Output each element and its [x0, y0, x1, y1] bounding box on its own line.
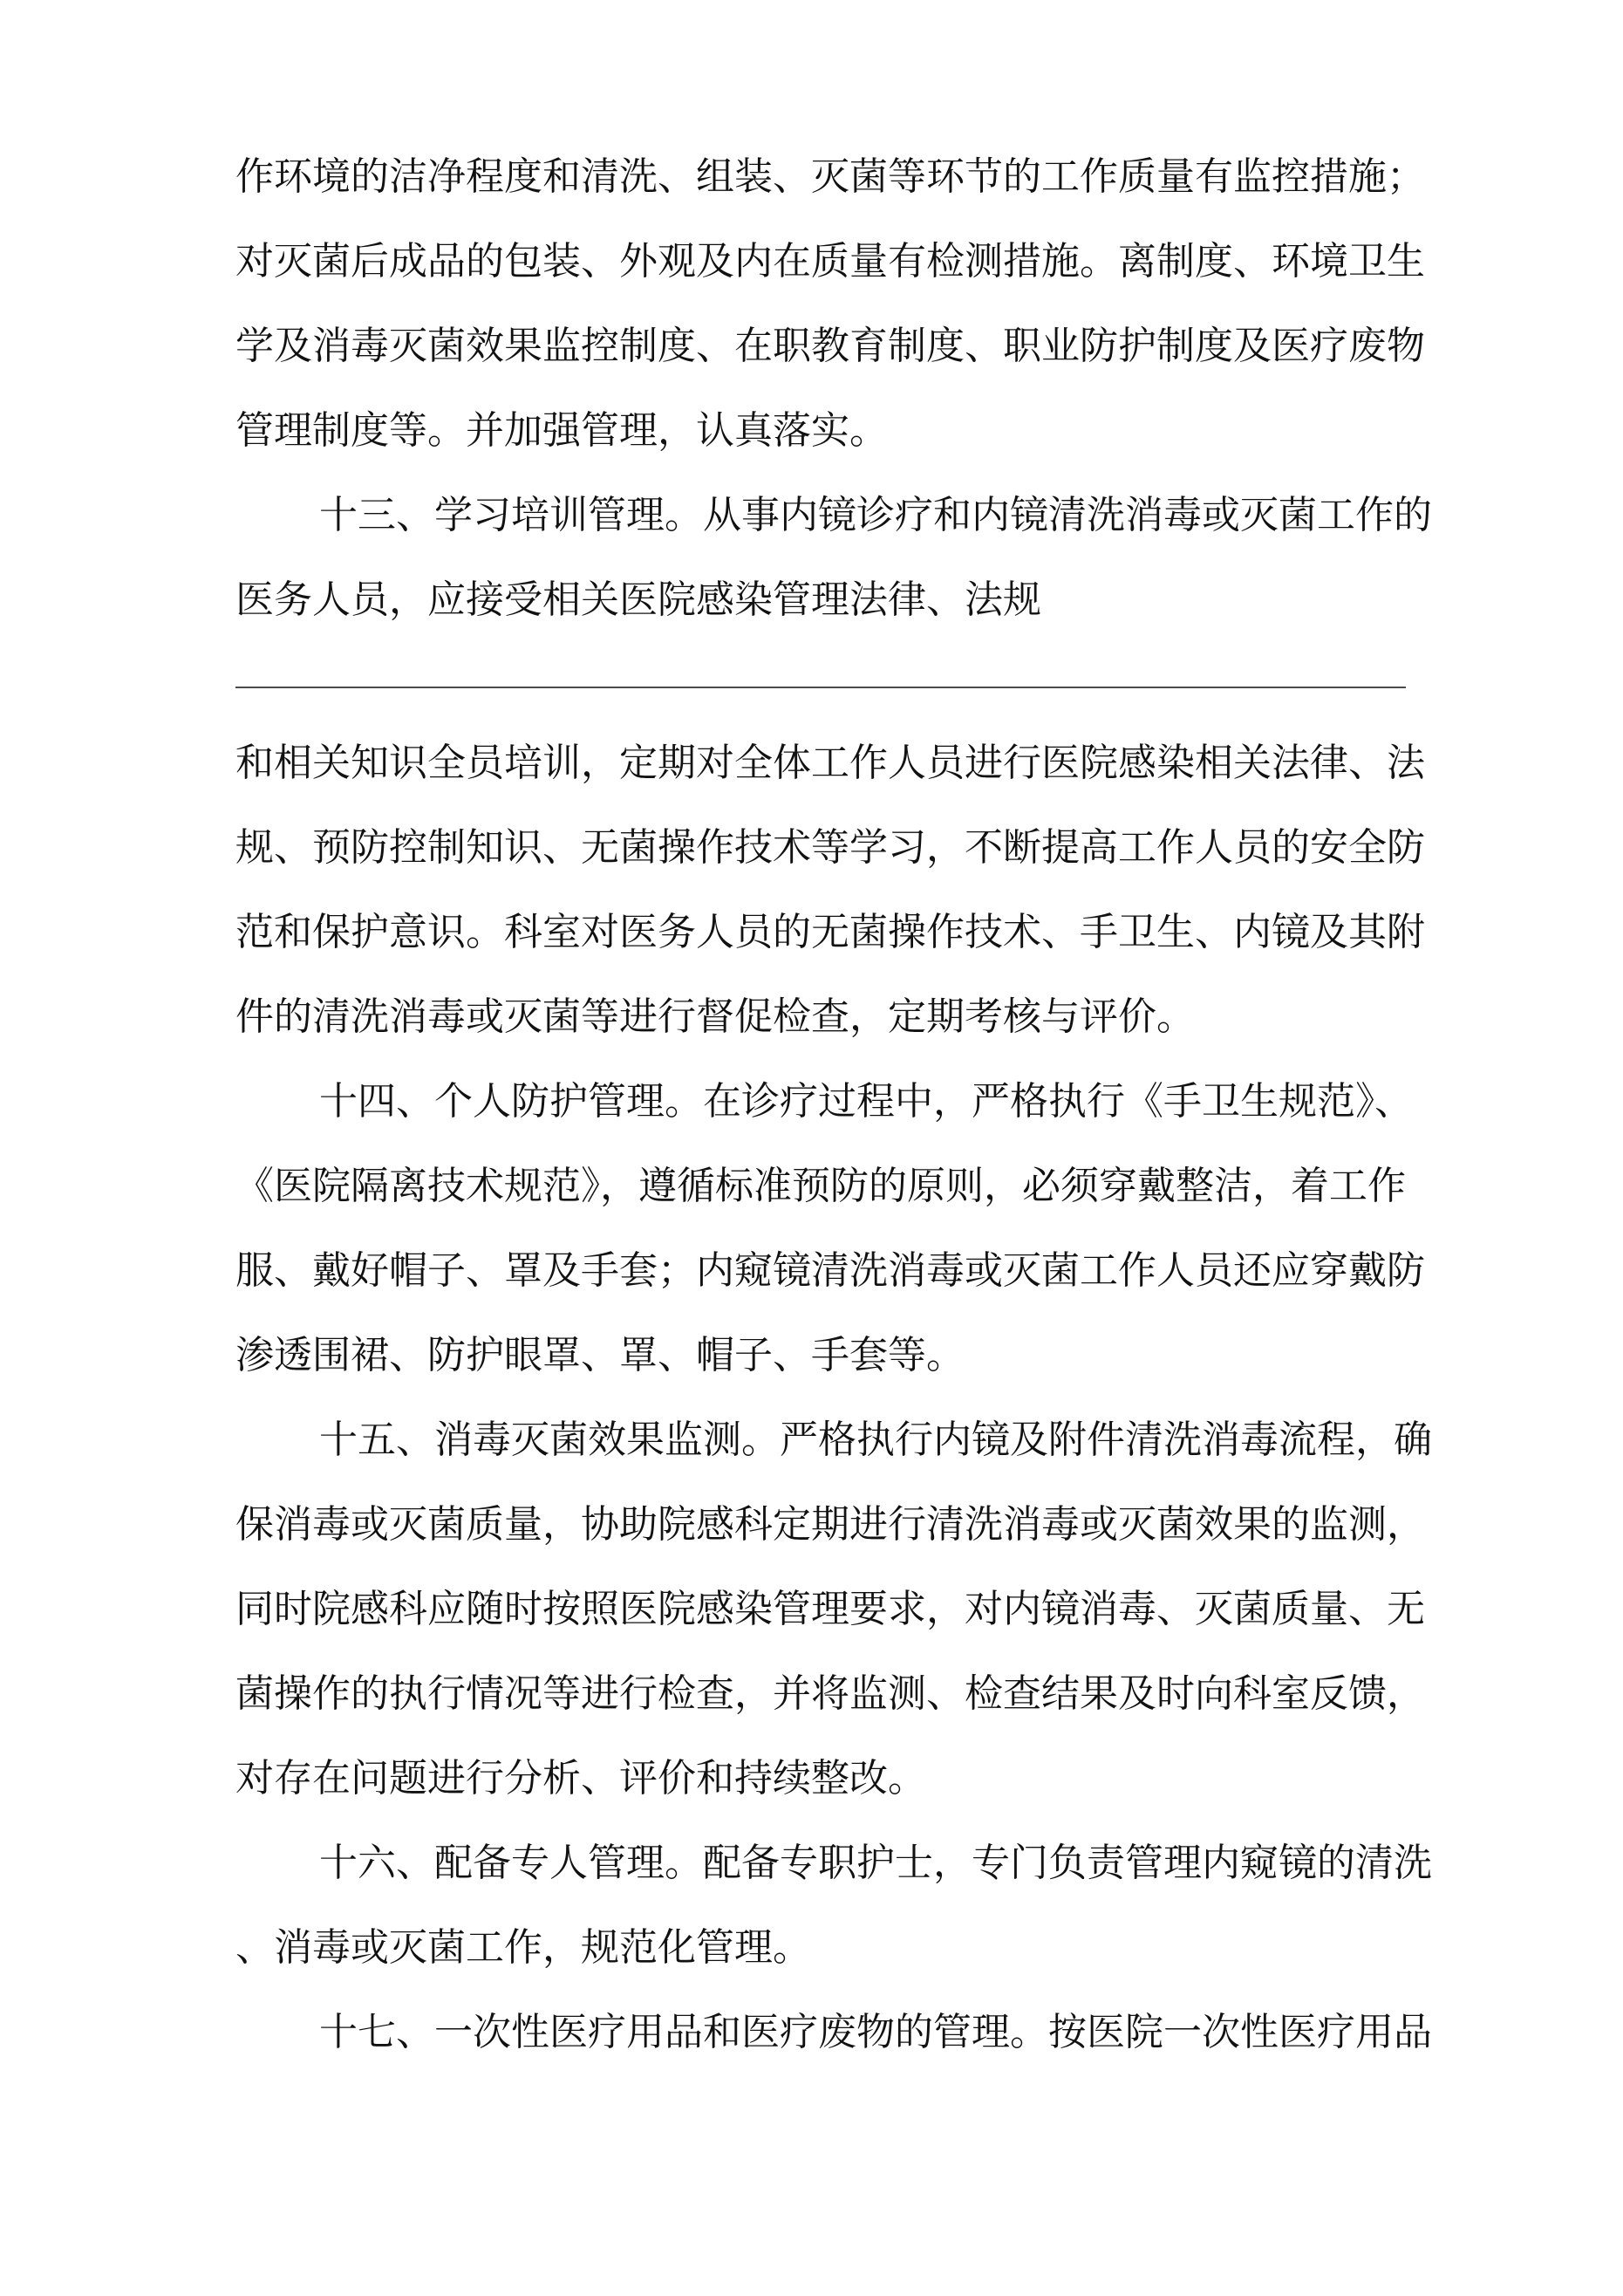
text-line: 管理制度等。并加强管理，认真落实。 — [235, 408, 888, 453]
text-line: 对灭菌后成品的包装、外观及内在质量有检测措施。离制度、环境卫生 — [235, 239, 1425, 284]
text-line: 规、预防控制知识、无菌操作技术等学习，不断提高工作人员的安全防 — [235, 825, 1425, 870]
text-line: 服、戴好帽子、罩及手套；内窥镜清洗消毒或灭菌工作人员还应穿戴防 — [235, 1248, 1425, 1293]
paragraph-start-15: 十五、消毒灭菌效果监测。严格执行内镜及附件清洗消毒流程，确 — [319, 1418, 1432, 1462]
text-line: 渗透围裙、防护眼罩、罩、帽子、手套等。 — [235, 1333, 965, 1377]
paragraph-start-16: 十六、配备专人管理。配备专职护士，专门负责管理内窥镜的清洗 — [319, 1841, 1432, 1885]
text-line: 保消毒或灭菌质量，协助院感科定期进行清洗消毒或灭菌效果的监测， — [235, 1502, 1425, 1547]
text-line: 作环境的洁净程度和清洗、组装、灭菌等环节的工作质量有监控措施； — [235, 154, 1425, 199]
page-break-divider — [235, 687, 1406, 688]
text-line: 和相关知识全员培训，定期对全体工作人员进行医院感染相关法律、法 — [235, 741, 1425, 785]
text-line: 范和保护意识。科室对医务人员的无菌操作技术、手卫生、内镜及其附 — [235, 910, 1425, 954]
paragraph-start-14: 十四、个人防护管理。在诊疗过程中，严格执行《手卫生规范》、 — [319, 1079, 1413, 1124]
text-line: 《医院隔离技术规范》，遵循标准预防的原则，必须穿戴整洁，着工作 — [235, 1164, 1406, 1208]
text-line: 、消毒或灭菌工作，规范化管理。 — [235, 1925, 811, 1970]
text-line: 对存在问题进行分析、评价和持续整改。 — [235, 1756, 926, 1801]
paragraph-start-17: 十七、一次性医疗用品和医疗废物的管理。按医院一次性医疗用品 — [319, 2010, 1432, 2054]
text-line: 医务人员，应接受相关医院感染管理法律、法规 — [235, 577, 1041, 622]
text-line: 菌操作的执行情况等进行检查，并将监测、检查结果及时向科室反馈， — [235, 1671, 1425, 1716]
paragraph-start-13: 十三、学习培训管理。从事内镜诊疗和内镜清洗消毒或灭菌工作的 — [319, 493, 1432, 537]
text-line: 同时院感科应随时按照医院感染管理要求，对内镜消毒、灭菌质量、无 — [235, 1587, 1425, 1631]
text-line: 学及消毒灭菌效果监控制度、在职教育制度、职业防护制度及医疗废物 — [235, 324, 1425, 368]
text-line: 件的清洗消毒或灭菌等进行督促检查，定期考核与评价。 — [235, 994, 1195, 1039]
